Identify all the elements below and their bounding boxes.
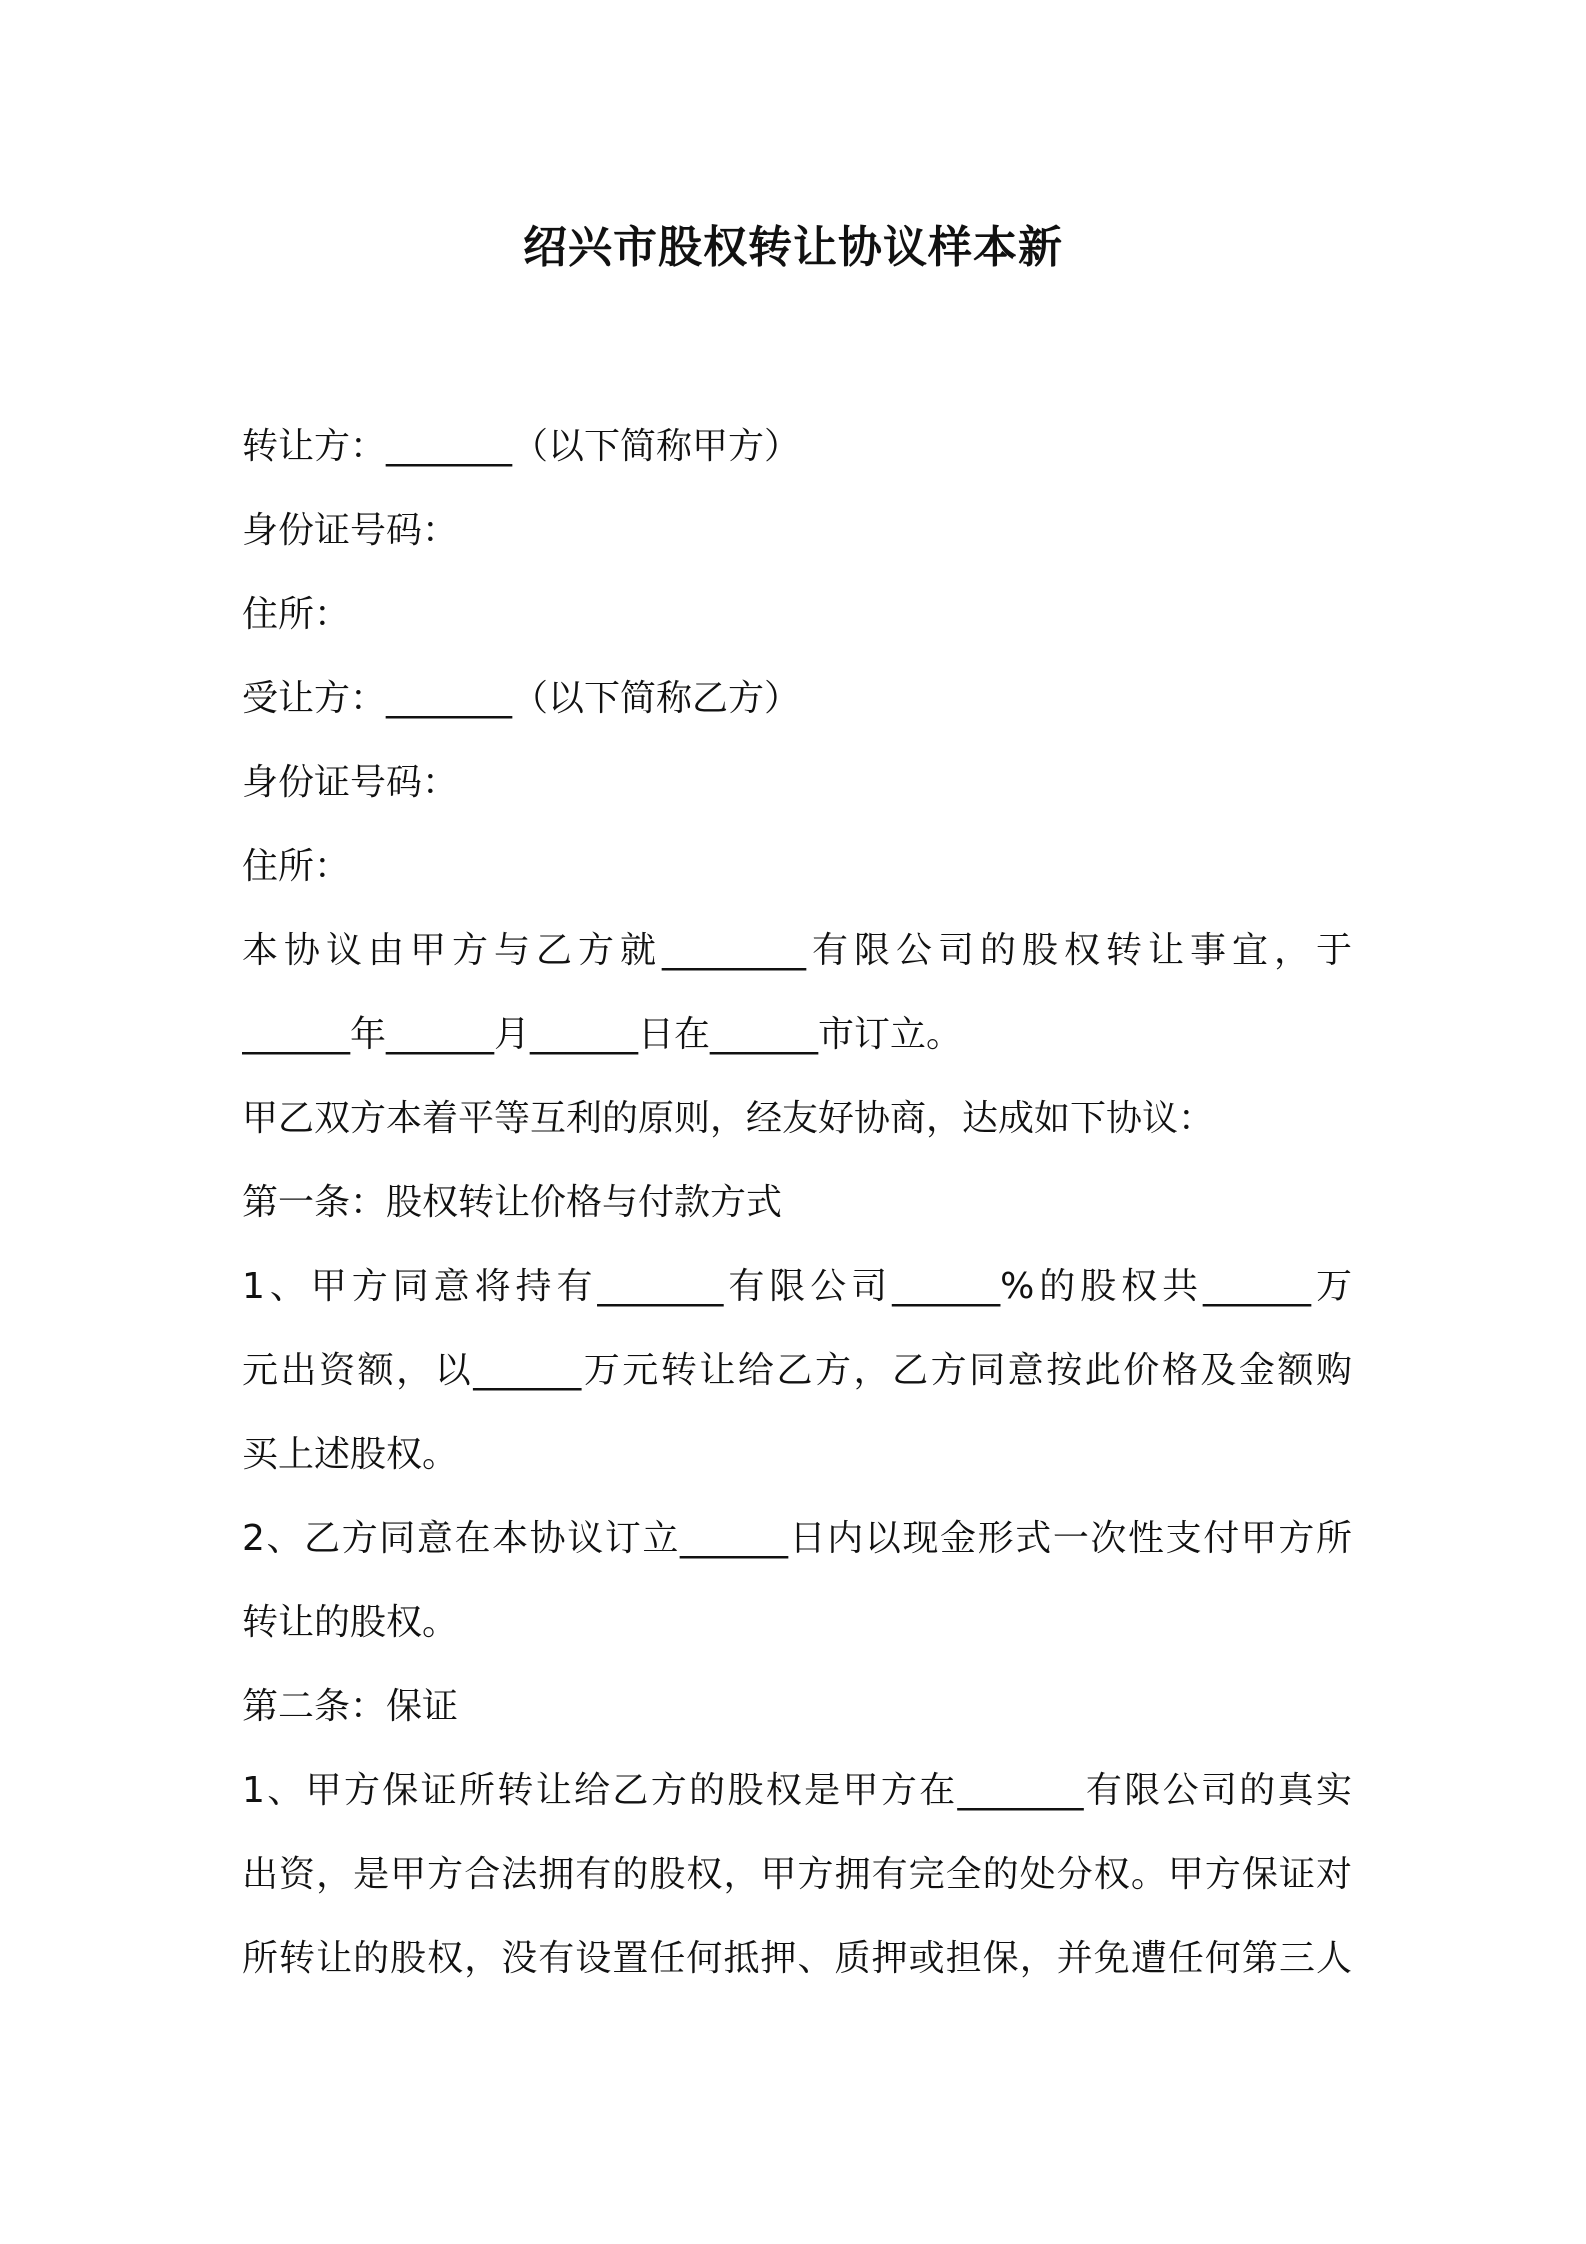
transferee-address-line: 住所： <box>242 846 351 887</box>
transferee-line: 受让方：_______（以下简称乙方） <box>242 678 801 719</box>
article-2-clause-1-line-1: 1、甲方保证所转让给乙方的股权是甲方在_______有限公司的真实 <box>242 1770 1352 1811</box>
article-1-clause-1-line-2: 元出资额，以______万元转让给乙方，乙方同意按此价格及金额购 <box>242 1350 1352 1391</box>
article-2-heading: 第二条：保证 <box>242 1686 459 1727</box>
document-body <box>242 405 1352 2001</box>
article-1-clause-1-line-1: 1、甲方同意将持有_______有限公司______%的股权共______万 <box>242 1266 1352 1307</box>
transferor-address-line: 住所： <box>242 594 351 635</box>
article-2-clause-1-line-3: 所转让的股权，没有设置任何抵押、质押或担保，并免遭任何第三人 <box>242 1938 1352 1979</box>
article-1-clause-2-line-1: 2、乙方同意在本协议订立______日内以现金形式一次性支付甲方所 <box>242 1518 1352 1559</box>
article-2-clause-1-line-2: 出资，是甲方合法拥有的股权，甲方拥有完全的处分权。甲方保证对 <box>242 1854 1352 1895</box>
agreement-intro-line: 本协议由甲方与乙方就________有限公司的股权转让事宜，于 <box>242 930 1352 971</box>
article-1-clause-2-line-2: 转让的股权。 <box>242 1602 459 1643</box>
transferee-id-line: 身份证号码： <box>242 762 459 803</box>
transferor-id-line: 身份证号码： <box>242 510 459 551</box>
transferor-line: 转让方：_______（以下简称甲方） <box>242 426 801 467</box>
agreement-date-line: ______年______月______日在______市订立。 <box>242 1014 963 1055</box>
agreement-principle-line: 甲乙双方本着平等互利的原则，经友好协商，达成如下协议： <box>242 1098 1215 1139</box>
article-1-clause-1-line-3: 买上述股权。 <box>242 1434 459 1475</box>
article-1-heading: 第一条：股权转让价格与付款方式 <box>242 1182 783 1223</box>
document-title: 绍兴市股权转让协议样本新 <box>523 222 1063 273</box>
